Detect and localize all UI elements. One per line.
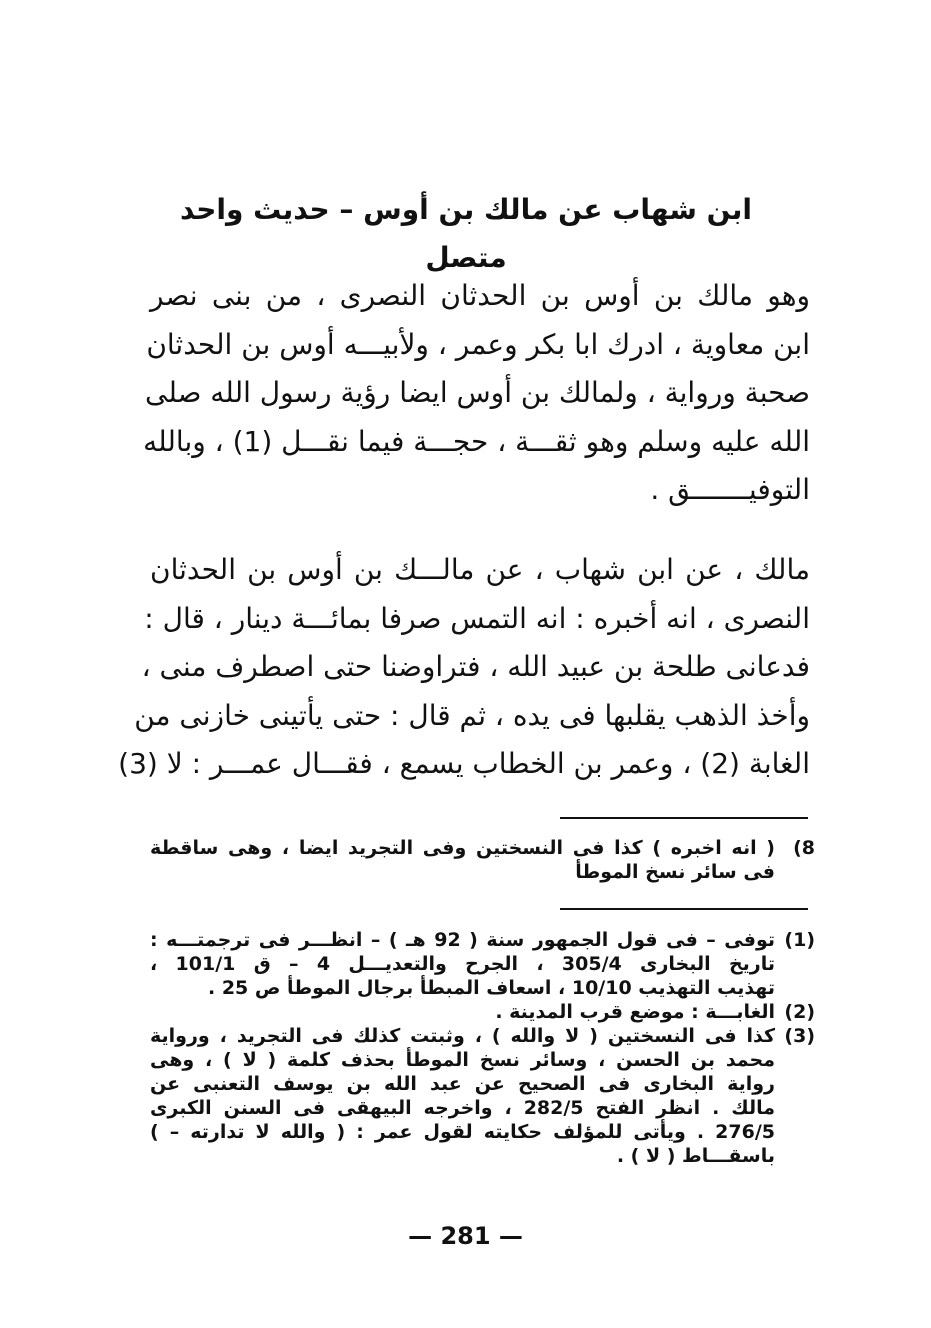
- paragraph-hadith: [118, 546, 810, 789]
- footnote-line: 276/5 . ويأتى للمؤلف حكايته لقول عمر : ( والله لا تدارته – ): [150, 1121, 775, 1143]
- footnote-item: [150, 836, 815, 884]
- footnote-line: باسقـــاط ( لا ) .: [616, 1145, 775, 1167]
- footnote-item: [150, 1024, 815, 1168]
- footnote-number: (3): [784, 1025, 815, 1047]
- paragraph-line: صحبة ورواية ، ولمالك بن أوس ايضا رؤية رسول الله صلى: [145, 376, 810, 409]
- paragraph-line: مالك ، عن ابن شهاب ، عن مالـــك بن أوس بن الحدثان: [150, 553, 810, 586]
- footnote-text: [150, 1024, 775, 1168]
- footnotes-list: [150, 928, 815, 1168]
- footnote-line: فى سائر نسخ الموطأ: [575, 861, 775, 883]
- footnote-line: مالك . انظر الفتح 282/5 ، واخرجه البيهقى فى السنن الكبرى: [150, 1097, 775, 1119]
- footnote-variant: [150, 836, 815, 884]
- footnote-line: كذا فى النسختين ( لا والله ) ، وثبتت كذلك فى التجريد ، ورواية: [150, 1025, 775, 1047]
- paragraph-biography: [143, 272, 810, 515]
- footnote-item: [150, 1000, 815, 1024]
- footnote-number: (2): [784, 1001, 815, 1023]
- footnote-line: تهذيب التهذيب 10/10 ، اسعاف المبطأ برجال الموطأ ص 25 .: [207, 977, 775, 999]
- paragraph-line: وأخذ الذهب يقلبها فى يده ، ثم قال : حتى يأتينى خازنى من: [134, 698, 810, 732]
- paragraph-line: فدعانى طلحة بن عبيد الله ، فتراوضنا حتى اصطرف منى ،: [141, 650, 810, 683]
- footnote-divider: [560, 817, 808, 819]
- footnote-line: توفى – فى قول الجمهور سنة ( 92 هـ ) – انظـــر فى ترجمتـــه :: [150, 929, 775, 951]
- footnote-line: محمد بن الحسن ، وسائر نسخ الموطأ بحذف كلمة ( لا ) ، وهى: [150, 1049, 775, 1071]
- footnote-line: الغابـــة : موضع قرب المدينة .: [495, 1001, 775, 1023]
- footnote-number: (1): [784, 929, 815, 951]
- footnote-number: 8): [793, 837, 815, 859]
- footnote-line: تاريخ البخارى 305/4 ، الجرح والتعديـــل 4 – ق 101/1 ،: [150, 953, 775, 975]
- paragraph-line: النصرى ، انه أخبره : انه التمس صرفا بمائـــة دينار ، قال :: [144, 601, 810, 635]
- footnote-divider: [560, 908, 808, 910]
- section-heading: ابن شهاب عن مالك بن أوس – حديث واحد متصل: [180, 193, 752, 274]
- paragraph-line: الله عليه وسلم وهو ثقـــة ، حجـــة فيما نقـــل (1) ، وبالله: [143, 424, 810, 458]
- page-number: — 281 —: [408, 1222, 523, 1250]
- footnote-text: [150, 836, 775, 884]
- footnote-text: [150, 1000, 775, 1024]
- footnote-text: [150, 928, 775, 1000]
- footnote-line: رواية البخارى فى الصحيح عن عبد الله بن يوسف التعنبى عن: [150, 1073, 775, 1095]
- paragraph-line: وهو مالك بن أوس بن الحدثان النصرى ، من بنى نصر: [150, 279, 810, 312]
- paragraph-line: ابن معاوية ، ادرك ابا بكر وعمر ، ولأبيـــه أوس بن الحدثان: [146, 327, 810, 361]
- paragraph-line: الغابة (2) ، وعمر بن الخطاب يسمع ، فقـــال عمـــر : لا (3): [118, 747, 810, 780]
- paragraph-line: التوفيـــــــق .: [650, 473, 810, 506]
- footnote-item: [150, 928, 815, 1000]
- footnote-line: ( انه اخبره ) كذا فى النسختين وفى التجريد ايضا ، وهى ساقطة: [150, 837, 775, 859]
